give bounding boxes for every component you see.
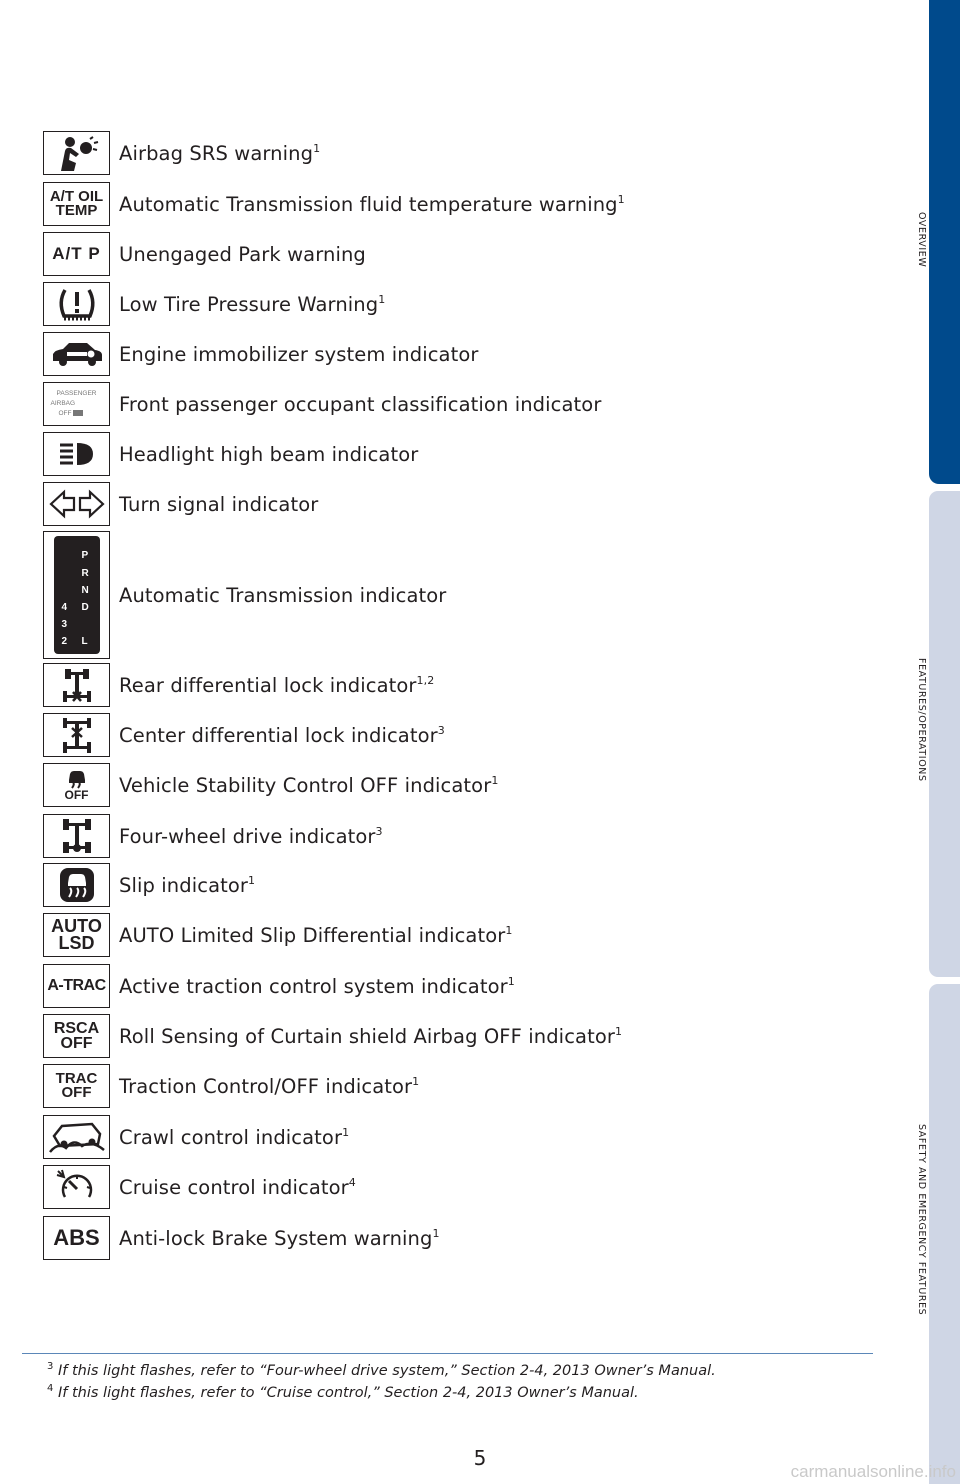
page-number: 5 — [473, 1446, 487, 1470]
indicator-row — [43, 862, 255, 908]
vsc-off-icon: OFF — [43, 763, 110, 807]
indicator-label: Turn signal indicator — [119, 492, 319, 516]
indicator-row — [43, 381, 601, 427]
a-trac-icon: A-TRAC — [43, 964, 110, 1008]
indicator-label: Headlight high beam indicator — [119, 442, 419, 466]
indicator-label: Automatic Transmission fluid temperature warning$^1$ — [119, 192, 625, 216]
indicator-label: AUTO Limited Slip Differential indicator$^1$ — [119, 923, 513, 947]
indicator-row — [43, 1013, 622, 1059]
side-tab-features[interactable] — [929, 491, 960, 977]
indicator-label: Cruise control indicator$^4$ — [119, 1175, 356, 1199]
four-wheel-drive-icon — [43, 814, 110, 858]
indicator-label: Vehicle Stability Control OFF indicator$^1$ — [119, 773, 499, 797]
rsca-off-icon: RSCA OFF — [43, 1014, 110, 1058]
center-diff-lock-icon — [43, 713, 110, 757]
passenger-airbag-icon: PASSENGER AIRBAG OFF — [43, 382, 110, 426]
indicator-row — [43, 130, 320, 176]
indicator-row — [43, 762, 498, 808]
abs-icon: ABS — [43, 1216, 110, 1260]
footnote-3: $^3$ If this light flashes, refer to “Four-wheel drive system,” Section 2-4, 2013 Owner’s Manual. — [47, 1361, 716, 1379]
indicator-label: Airbag SRS warning$^1$ — [119, 141, 321, 165]
side-tab-label-safety: SAFETY AND EMERGENCY FEATURES — [916, 1124, 927, 1316]
at-p-icon: A/T P — [43, 232, 110, 276]
indicator-row — [43, 712, 445, 758]
indicator-label: Low Tire Pressure Warning$^1$ — [119, 292, 386, 316]
indicator-row — [43, 813, 383, 859]
indicator-label: Four-wheel drive indicator$^3$ — [119, 824, 383, 848]
slip-icon — [43, 863, 110, 907]
turn-signal-icon — [43, 482, 110, 526]
rear-diff-lock-icon — [43, 663, 110, 707]
cruise-control-icon — [43, 1165, 110, 1209]
indicator-label: Active traction control system indicator$^1$ — [119, 974, 515, 998]
indicator-label: Slip indicator$^1$ — [119, 873, 256, 897]
indicator-label: Automatic Transmission indicator — [119, 583, 447, 607]
indicator-row — [43, 181, 625, 227]
airbag-srs-icon — [43, 131, 110, 175]
at-oil-temp-icon: A/T OIL TEMP — [43, 182, 110, 226]
indicator-row — [43, 912, 512, 958]
side-tab-safety[interactable] — [929, 984, 960, 1484]
indicator-row — [43, 1215, 440, 1261]
indicator-row — [43, 1164, 356, 1210]
indicator-row — [43, 231, 366, 277]
indicator-label: Roll Sensing of Curtain shield Airbag OFF indicator$^1$ — [119, 1024, 623, 1048]
car-key-icon — [43, 332, 110, 376]
footnote-4: $^4$ If this light flashes, refer to “Cruise control,” Section 2-4, 2013 Owner’s Manual. — [47, 1383, 639, 1401]
tire-pressure-icon — [43, 282, 110, 326]
side-tab-overview[interactable] — [929, 0, 960, 484]
indicator-row — [43, 481, 318, 527]
indicator-row — [43, 431, 418, 477]
indicator-row — [43, 1114, 349, 1160]
side-tab-label-features: FEATURES/OPERATIONS — [916, 658, 927, 782]
indicator-row — [43, 281, 385, 327]
side-tab-label-overview: OVERVIEW — [916, 212, 927, 268]
crawl-control-icon — [43, 1115, 110, 1159]
indicator-row — [43, 1063, 419, 1109]
indicator-label: Front passenger occupant classification indicator — [119, 392, 602, 416]
high-beam-icon — [43, 432, 110, 476]
auto-lsd-icon: AUTO LSD — [43, 913, 110, 957]
indicator-label: Engine immobilizer system indicator — [119, 342, 479, 366]
watermark: carmanualsonline.info — [790, 1462, 956, 1481]
indicator-row — [43, 530, 446, 660]
trac-off-icon: TRAC OFF — [43, 1064, 110, 1108]
indicator-label: Unengaged Park warning — [119, 242, 366, 266]
indicator-label: Crawl control indicator$^1$ — [119, 1125, 350, 1149]
indicator-row — [43, 963, 515, 1009]
indicator-label: Anti-lock Brake System warning$^1$ — [119, 1226, 440, 1250]
indicator-label: Rear differential lock indicator$^{1,2}$ — [119, 673, 435, 697]
indicator-row — [43, 331, 478, 377]
indicator-row — [43, 662, 434, 708]
indicator-label: Traction Control/OFF indicator$^1$ — [119, 1074, 420, 1098]
footnotes — [47, 1360, 877, 1404]
footnote-divider — [22, 1353, 873, 1354]
indicator-label: Center differential lock indicator$^3$ — [119, 723, 445, 747]
gear-position-icon: P R N D 4 3 2 L — [43, 531, 110, 659]
